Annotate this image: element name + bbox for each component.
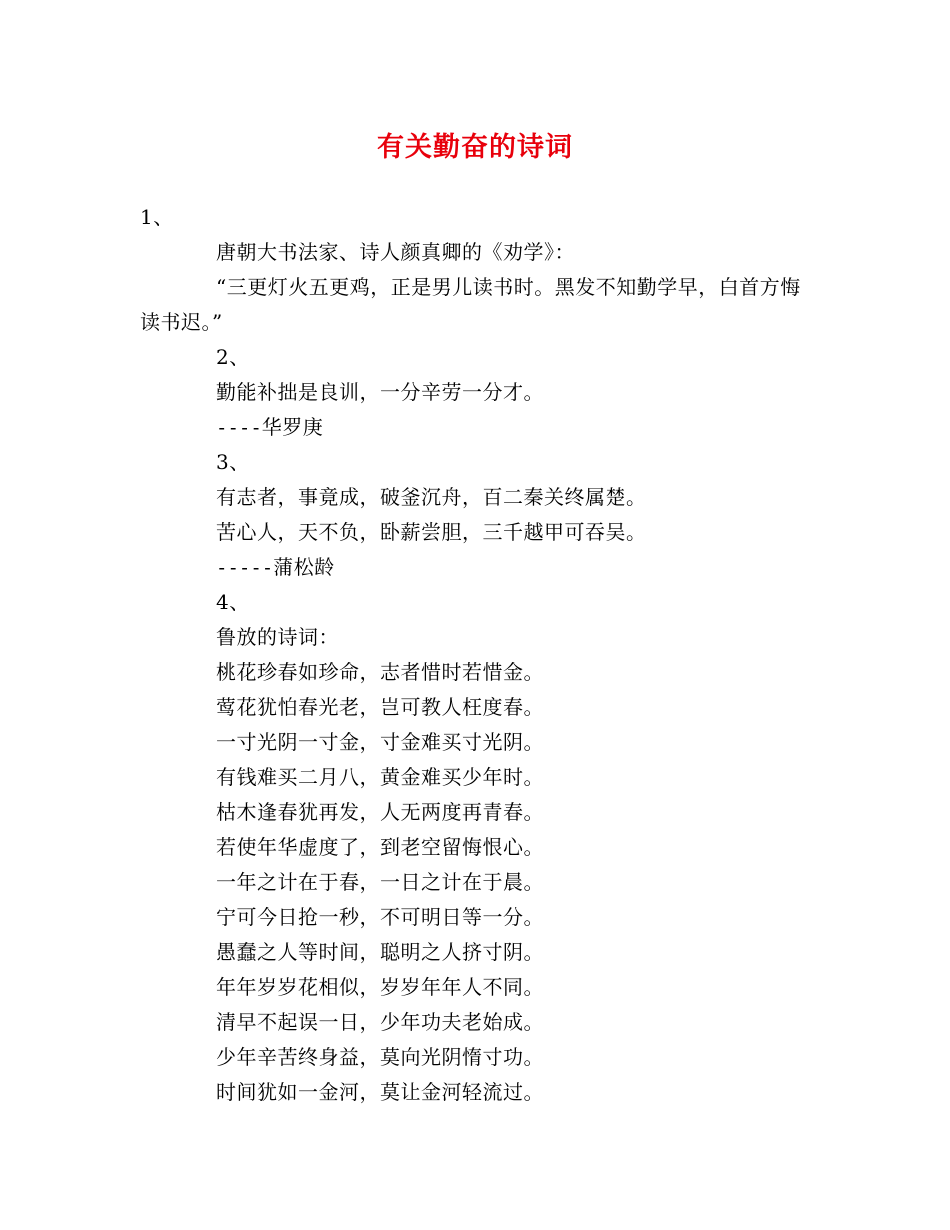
poem-line: 年年岁岁花相似，岁岁年年人不同。 bbox=[216, 975, 544, 999]
section-2-author-dashes: ---- bbox=[216, 417, 262, 439]
poem-line: 少年辛苦终身益，莫向光阴惰寸功。 bbox=[216, 1045, 544, 1069]
document-body bbox=[140, 200, 820, 1110]
poem-line: 有钱难买二月八，黄金难买少年时。 bbox=[216, 765, 544, 789]
poem-line: 莺花犹怕春光老，岂可教人枉度春。 bbox=[216, 695, 544, 719]
section-3-author bbox=[140, 550, 820, 585]
section-3-number: 3、 bbox=[216, 450, 250, 474]
section-4-intro: 鲁放的诗词： bbox=[216, 625, 339, 649]
poem-line: 一年之计在于春，一日之计在于晨。 bbox=[216, 870, 544, 894]
poem-line: 清早不起误一日，少年功夫老始成。 bbox=[216, 1010, 544, 1034]
section-2-number: 2、 bbox=[216, 345, 250, 369]
poem-line: 宁可今日抢一秒，不可明日等一分。 bbox=[216, 905, 544, 929]
poem-line: 一寸光阴一寸金，寸金难买寸光阴。 bbox=[216, 730, 544, 754]
poem-line: 时间犹如一金河，莫让金河轻流过。 bbox=[216, 1080, 544, 1104]
section-2-line-1: 勤能补拙是良训，一分辛劳一分才。 bbox=[216, 380, 544, 404]
poem-line: 桃花珍春如珍命，志者惜时若惜金。 bbox=[216, 660, 544, 684]
section-1-quote: “三更灯火五更鸡，正是男儿读书时。黑发不知勤学早，白首方悔读书迟。” bbox=[140, 275, 801, 334]
section-2-author bbox=[140, 410, 820, 445]
section-2-author-name: 华罗庚 bbox=[261, 415, 324, 439]
poem-line: 枯木逢春犹再发，人无两度再青春。 bbox=[216, 800, 544, 824]
section-1-number: 1、 bbox=[140, 205, 174, 229]
section-3-author-name: 蒲松龄 bbox=[273, 555, 335, 579]
section-3-line-2: 苦心人，天不负，卧薪尝胆，三千越甲可吞吴。 bbox=[216, 520, 647, 544]
section-3-author-dashes: ----- bbox=[216, 557, 274, 579]
poem-line: 若使年华虚度了，到老空留悔恨心。 bbox=[216, 835, 544, 859]
poem-line: 愚蠢之人等时间，聪明之人挤寸阴。 bbox=[216, 940, 544, 964]
section-4-number: 4、 bbox=[216, 590, 250, 614]
section-1-intro: 唐朝大书法家、诗人颜真卿的《劝学》： bbox=[216, 240, 575, 264]
section-3-line-1: 有志者，事竟成，破釜沉舟，百二秦关终属楚。 bbox=[216, 485, 647, 509]
page-title: 有关勤奋的诗词 bbox=[377, 132, 573, 163]
